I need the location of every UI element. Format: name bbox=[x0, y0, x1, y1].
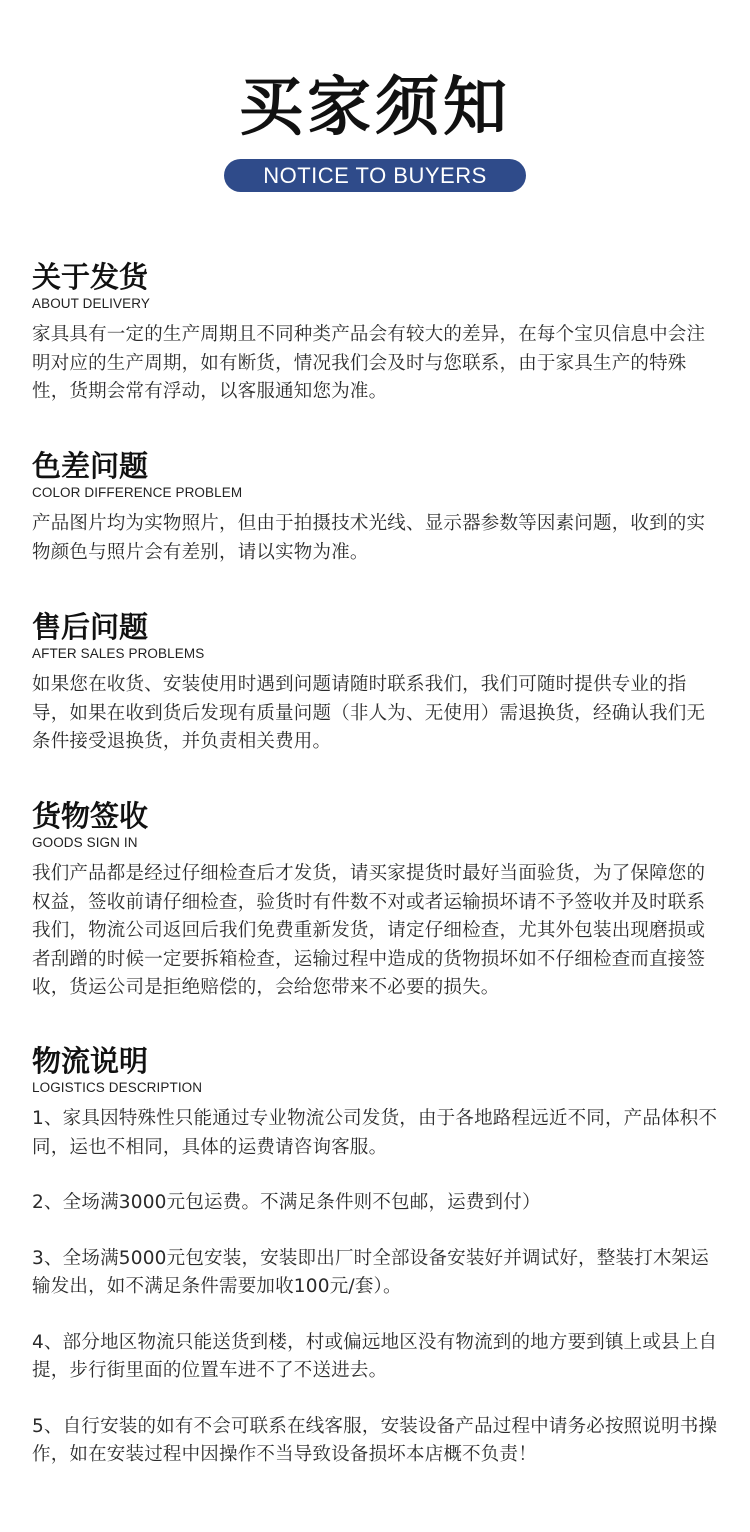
section-subtitle: GOODS SIGN IN bbox=[32, 835, 138, 850]
section-subtitle: ABOUT DELIVERY bbox=[32, 296, 150, 311]
section-subtitle: AFTER SALES PROBLEMS bbox=[32, 646, 205, 661]
section-title: 货物签收 bbox=[32, 799, 149, 833]
logistics-item: 2、全场满3000元包运费。不满足条件则不包邮，运费到付） bbox=[32, 1192, 541, 1213]
section-subtitle: COLOR DIFFERENCE PROBLEM bbox=[32, 485, 243, 500]
section-title: 售后问题 bbox=[32, 610, 149, 644]
section-delivery bbox=[32, 259, 722, 407]
section-title: 关于发货 bbox=[32, 260, 149, 294]
logistics-item: 5、自行安装的如有不会可联系在线客服，安装设备产品过程中请务必按照说明书操作，如在安装过程中因操作不当导致设备损坏本店概不负责！ bbox=[32, 1415, 718, 1465]
section-color-difference bbox=[32, 448, 722, 567]
page-title: 买家须知 bbox=[239, 71, 511, 145]
section-goods-sign-in bbox=[32, 798, 722, 1003]
section-body: 产品图片均为实物照片，但由于拍摄技术光线、显示器参数等因素问题，收到的实物颜色与照片会有差别，请以实物为准。 bbox=[32, 513, 706, 563]
logistics-list bbox=[32, 1105, 722, 1470]
section-after-sales bbox=[32, 609, 722, 757]
section-body: 家具具有一定的生产周期且不同种类产品会有较大的差异，在每个宝贝信息中会注明对应的生产周期，如有断货，情况我们会及时与您联系，由于家具生产的特殊性，货期会常有浮动，以客服通知您为准。 bbox=[32, 324, 706, 402]
section-logistics bbox=[32, 1043, 722, 1497]
section-title: 色差问题 bbox=[32, 449, 149, 483]
section-body: 我们产品都是经过仔细检查后才发货，请买家提货时最好当面验货，为了保障您的权益，签收前请仔细检查，验货时有件数不对或者运输损坏请不予签收并及时联系我们，物流公司返回后我们免费重新发货，请定仔细检查，尤其外包装出现磨损或者刮蹭的时候一定要拆箱检查，运输过程中造成的货物损坏如不仔细检查而直接签收，货运公司是拒绝赔偿的，会给您带来不必要的损失。 bbox=[32, 863, 706, 998]
notice-badge: NOTICE TO BUYERS bbox=[224, 159, 526, 192]
logistics-item: 1、家具因特殊性只能通过专业物流公司发货，由于各地路程远近不同，产品体积不同，运也不相同，具体的运费请咨询客服。 bbox=[32, 1108, 718, 1158]
section-body: 如果您在收货、安装使用时遇到问题请随时联系我们，我们可随时提供专业的指导，如果在收到货后发现有质量问题（非人为、无使用）需退换货，经确认我们无条件接受退换货，并负责相关费用。 bbox=[32, 674, 706, 752]
section-subtitle: LOGISTICS DESCRIPTION bbox=[32, 1080, 203, 1095]
section-title: 物流说明 bbox=[32, 1044, 149, 1078]
logistics-item: 4、部分地区物流只能送货到楼，村或偏远地区没有物流到的地方要到镇上或县上自提，步行街里面的位置车进不了不送进去。 bbox=[32, 1331, 718, 1381]
logistics-item: 3、全场满5000元包安装，安装即出厂时全部设备安装好并调试好，整装打木架运输发出，如不满足条件需要加收100元/套）。 bbox=[32, 1247, 709, 1297]
